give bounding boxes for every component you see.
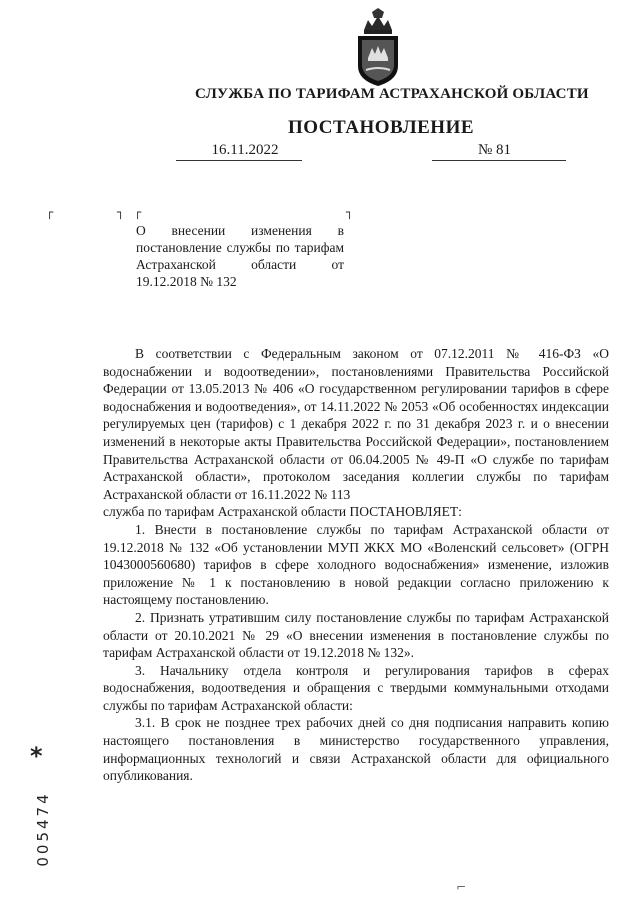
resolves-paragraph: служба по тарифам Астраханской области ПОСТАНОВЛЯЕТ: (103, 504, 462, 520)
number-underline (432, 160, 566, 161)
preamble-paragraph: В соответствии с Федеральным законом от 07.12.2011 № 416-ФЗ «О водоснабжении и водоотведении», постановлениями Правительства Российской Федерации от 13.05.2013 № 406 «О государственном регулировании тарифов в сфере водоснабжения и водоотведения», от 14.11.2022 № 2053 «Об особенностях индексации регулируемых цен (тарифов) с 1 декабря 2022 г. по 31 декабря 2023 г. и о внесении изменений в некоторые акты Правительства Российской Федерации», постановлением Правительства Астраханской области от 06.04.2005 № 49-П «О службе по тарифам Астраханской области», протоколом заседания коллегии службы по тарифам Астраханской области от 16.11.2022 № 113 (103, 346, 609, 502)
corner-mark-top-left: ┌ (46, 205, 54, 219)
document-number: № 81 (478, 142, 512, 158)
margin-registration-code (28, 782, 58, 882)
document-body (103, 345, 609, 785)
item-1-paragraph: 1. Внести в постановление службы по тарифам Астраханской области от 19.12.2018 № 132 «Об установлении МУП ЖКХ МО «Воленский сельсовет» (ОГРН 1043000560680) тарифов в сфере холодного водоснабжения» изменение, изложив приложение № 1 к постановлению в новой редакции согласно приложению к настоящему постановлению. (103, 521, 609, 608)
bottom-corner-mark: ⌐ (456, 880, 467, 894)
margin-code-text: 005474 (34, 791, 52, 867)
corner-mark-top-right: ┐ (346, 205, 354, 219)
item-2-paragraph: 2. Признать утратившим силу постановление службы по тарифам Астраханской области от 20.10.2021 № 29 «О внесении изменения в постановление службы по тарифам Астраханской области от 19.12.2018 № 132». (103, 609, 609, 661)
organization-name: СЛУЖБА ПО ТАРИФАМ АСТРАХАНСКОЙ ОБЛАСТИ (195, 86, 589, 102)
document-type-title: ПОСТАНОВЛЕНИЕ (288, 117, 475, 138)
item-3-paragraph: 3. Начальнику отдела контроля и регулирования тарифов в сферах водоснабжения, водоотведения и обращения с твердыми коммунальными отходами службы по тарифам Астраханской области: (103, 662, 609, 713)
date-underline (176, 160, 302, 161)
subject-text: О внесении изменения в постановление службы по тарифам Астраханской области от 19.12.2018 № 132 (136, 223, 344, 289)
margin-asterisk: * (30, 742, 43, 770)
corner-mark-top-mid-right: ┌ (134, 205, 142, 219)
item-3-1-paragraph: 3.1. В срок не позднее трех рабочих дней со дня подписания направить копию настоящего постановления в министерство государственного управления, информационных технологий и связи Астраханской области для официального опубликования. (103, 715, 609, 784)
corner-mark-top-mid-left: ┐ (117, 205, 125, 219)
coat-of-arms-icon (350, 8, 406, 88)
document-date: 16.11.2022 (211, 142, 279, 158)
document-subject (136, 222, 344, 290)
